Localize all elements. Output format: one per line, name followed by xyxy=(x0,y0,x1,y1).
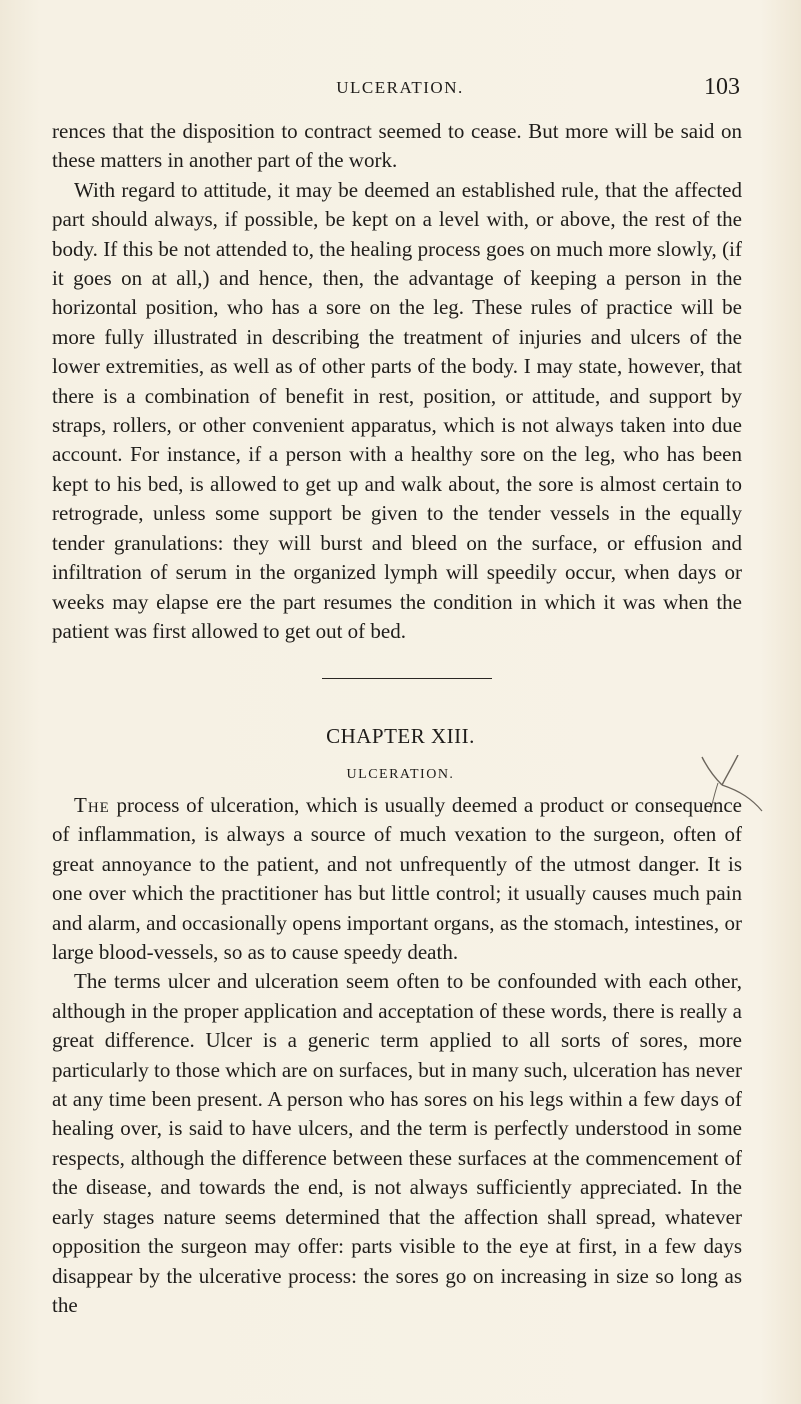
paragraph-attitude: With regard to attitude, it may be deemed an established rule, that the affected part should always, if possible, be kept on a level with, or above, the rest of the body. If this be not attended to, the healing process goes on much more slowly, (if it goes on at all,) and hence, then, the advantage of keeping a person in the horizontal position, who has a sore on the leg. These rules of practice will be more fully illustrated in describing the treatment of injuries and ulcers of the lower extremities, as well as of other parts of the body. I may state, however, that there is a combination of benefit in rest, position, or attitude, and support by straps, rollers, or other convenient apparatus, which is not always taken into due account. For instance, if a person with a healthy sore on the leg, who has been kept to his bed, is allowed to get up and walk about, the sore is almost certain to retrograde, unless some support be given to the tender vessels in the equally tender granulations: they will burst and bleed on the surface, or effusion and infiltration of serum in the organized lymph will speedily occur, when days or weeks may elapse ere the part resumes the condition in which it was when the patient was first allowed to get out of bed. xyxy=(52,177,742,643)
continued-section-text xyxy=(52,117,742,646)
paragraph-continued: rences that the disposition to contract seemed to cease. But more will be said on these matters in another part of the work. xyxy=(52,119,742,173)
paragraph-ulcer-terms: The terms ulcer and ulceration seem often to be confounded with each other, although in the proper application and acceptation of these words, there is really a great difference. Ulcer is a generic term applied to all sorts of sores, more particularly to those which are on surfaces, but in many such, ulceration has never at any time been present. A person who has sores on his legs within a few days of healing over, is said to have ulcers, and the term is perfectly understood in some respects, although the difference between these surfaces at the commencement of the disease, and towards the end, is not always sufficiently appreciated. In the early stages nature seems determined that the affection shall spread, whatever opposition the surgeon may offer: parts visible to the eye at first, in a few days disappear by the ulcerative process: the sores go on increasing in size so long as the xyxy=(52,969,742,1317)
page-header xyxy=(60,74,740,104)
page-number: 103 xyxy=(704,74,740,100)
chapter-subtitle: ULCERATION. xyxy=(346,767,455,782)
chapter-title: CHAPTER XIII. xyxy=(326,724,475,748)
section-divider-rule xyxy=(322,678,492,679)
paragraph-ulceration-process xyxy=(52,791,742,967)
running-title: ULCERATION. xyxy=(336,78,464,97)
lead-word: The xyxy=(74,793,110,817)
chapter-text xyxy=(52,791,742,1320)
paragraph-ulceration-process-rest: process of ulceration, which is usually deemed a product or consequence of inflammation, is always a source of much vexation to the surgeon, often of great annoyance to the patient, and not unfrequently of the utmost danger. It is one over which the practitioner has but little control; it usually causes much pain and alarm, and occasionally opens important organs, as the stomach, intestines, or large blood-vessels, so as to cause speedy death. xyxy=(52,793,742,965)
